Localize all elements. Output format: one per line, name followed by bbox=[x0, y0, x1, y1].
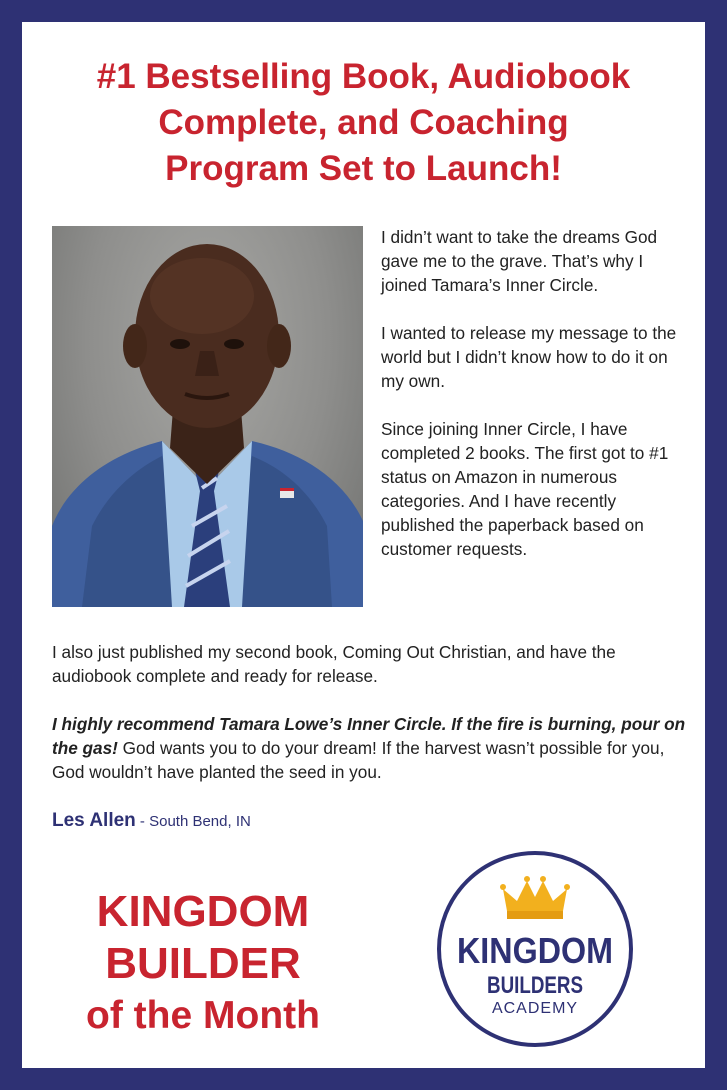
portrait-photo bbox=[52, 226, 363, 607]
main-testimonial bbox=[52, 640, 692, 808]
poster-card bbox=[22, 22, 705, 1068]
logo-line-1: KINGDOM bbox=[457, 930, 613, 971]
side-paragraph-1: I didn’t want to take the dreams God gave me to the grave. That’s why I joined Tamara’s Inner Circle. bbox=[381, 227, 658, 295]
recommendation-quote: I highly recommend Tamara Lowe’s Inner Circle. If the fire is burning, pour on the gas! bbox=[52, 714, 686, 758]
headline bbox=[22, 54, 705, 192]
kingdom-builders-academy-logo bbox=[435, 849, 635, 1049]
kingdom-builder-title bbox=[38, 886, 368, 1042]
headline-line-3: Program Set to Launch! bbox=[165, 149, 562, 188]
author-location: - South Bend, IN bbox=[135, 813, 251, 830]
logo-line-2: BUILDERS bbox=[487, 972, 583, 999]
kb-title-line-1: KINGDOM bbox=[96, 887, 310, 936]
headline-line-1: #1 Bestselling Book, Audiobook bbox=[96, 57, 631, 96]
headline-line-2: Complete, and Coaching bbox=[158, 103, 569, 142]
attribution bbox=[52, 810, 251, 832]
portrait-illustration bbox=[52, 226, 363, 607]
recommendation-rest: God wants you to do your dream! If the harvest wasn’t possible for you, God wouldn’t have planted the seed in you. bbox=[52, 738, 665, 782]
logo-line-3: ACADEMY bbox=[491, 1000, 579, 1017]
kb-title-line-2: BUILDER bbox=[105, 939, 301, 988]
side-paragraph-2: I wanted to release my message to the world but I didn’t know how to do it on my own. bbox=[381, 323, 677, 391]
author-name: Les Allen bbox=[52, 810, 136, 831]
side-testimonial bbox=[381, 225, 693, 585]
kb-title-line-3: of the Month bbox=[86, 994, 320, 1037]
body-paragraph-1: I also just published my second book, Coming Out Christian, and have the audiobook complete and ready for release. bbox=[52, 642, 616, 686]
side-paragraph-3: Since joining Inner Circle, I have completed 2 books. The first got to #1 status on Amazon in numerous categories. And I have recently published the paperback based on customer requests. bbox=[381, 419, 669, 559]
body-paragraph-2 bbox=[52, 712, 692, 784]
